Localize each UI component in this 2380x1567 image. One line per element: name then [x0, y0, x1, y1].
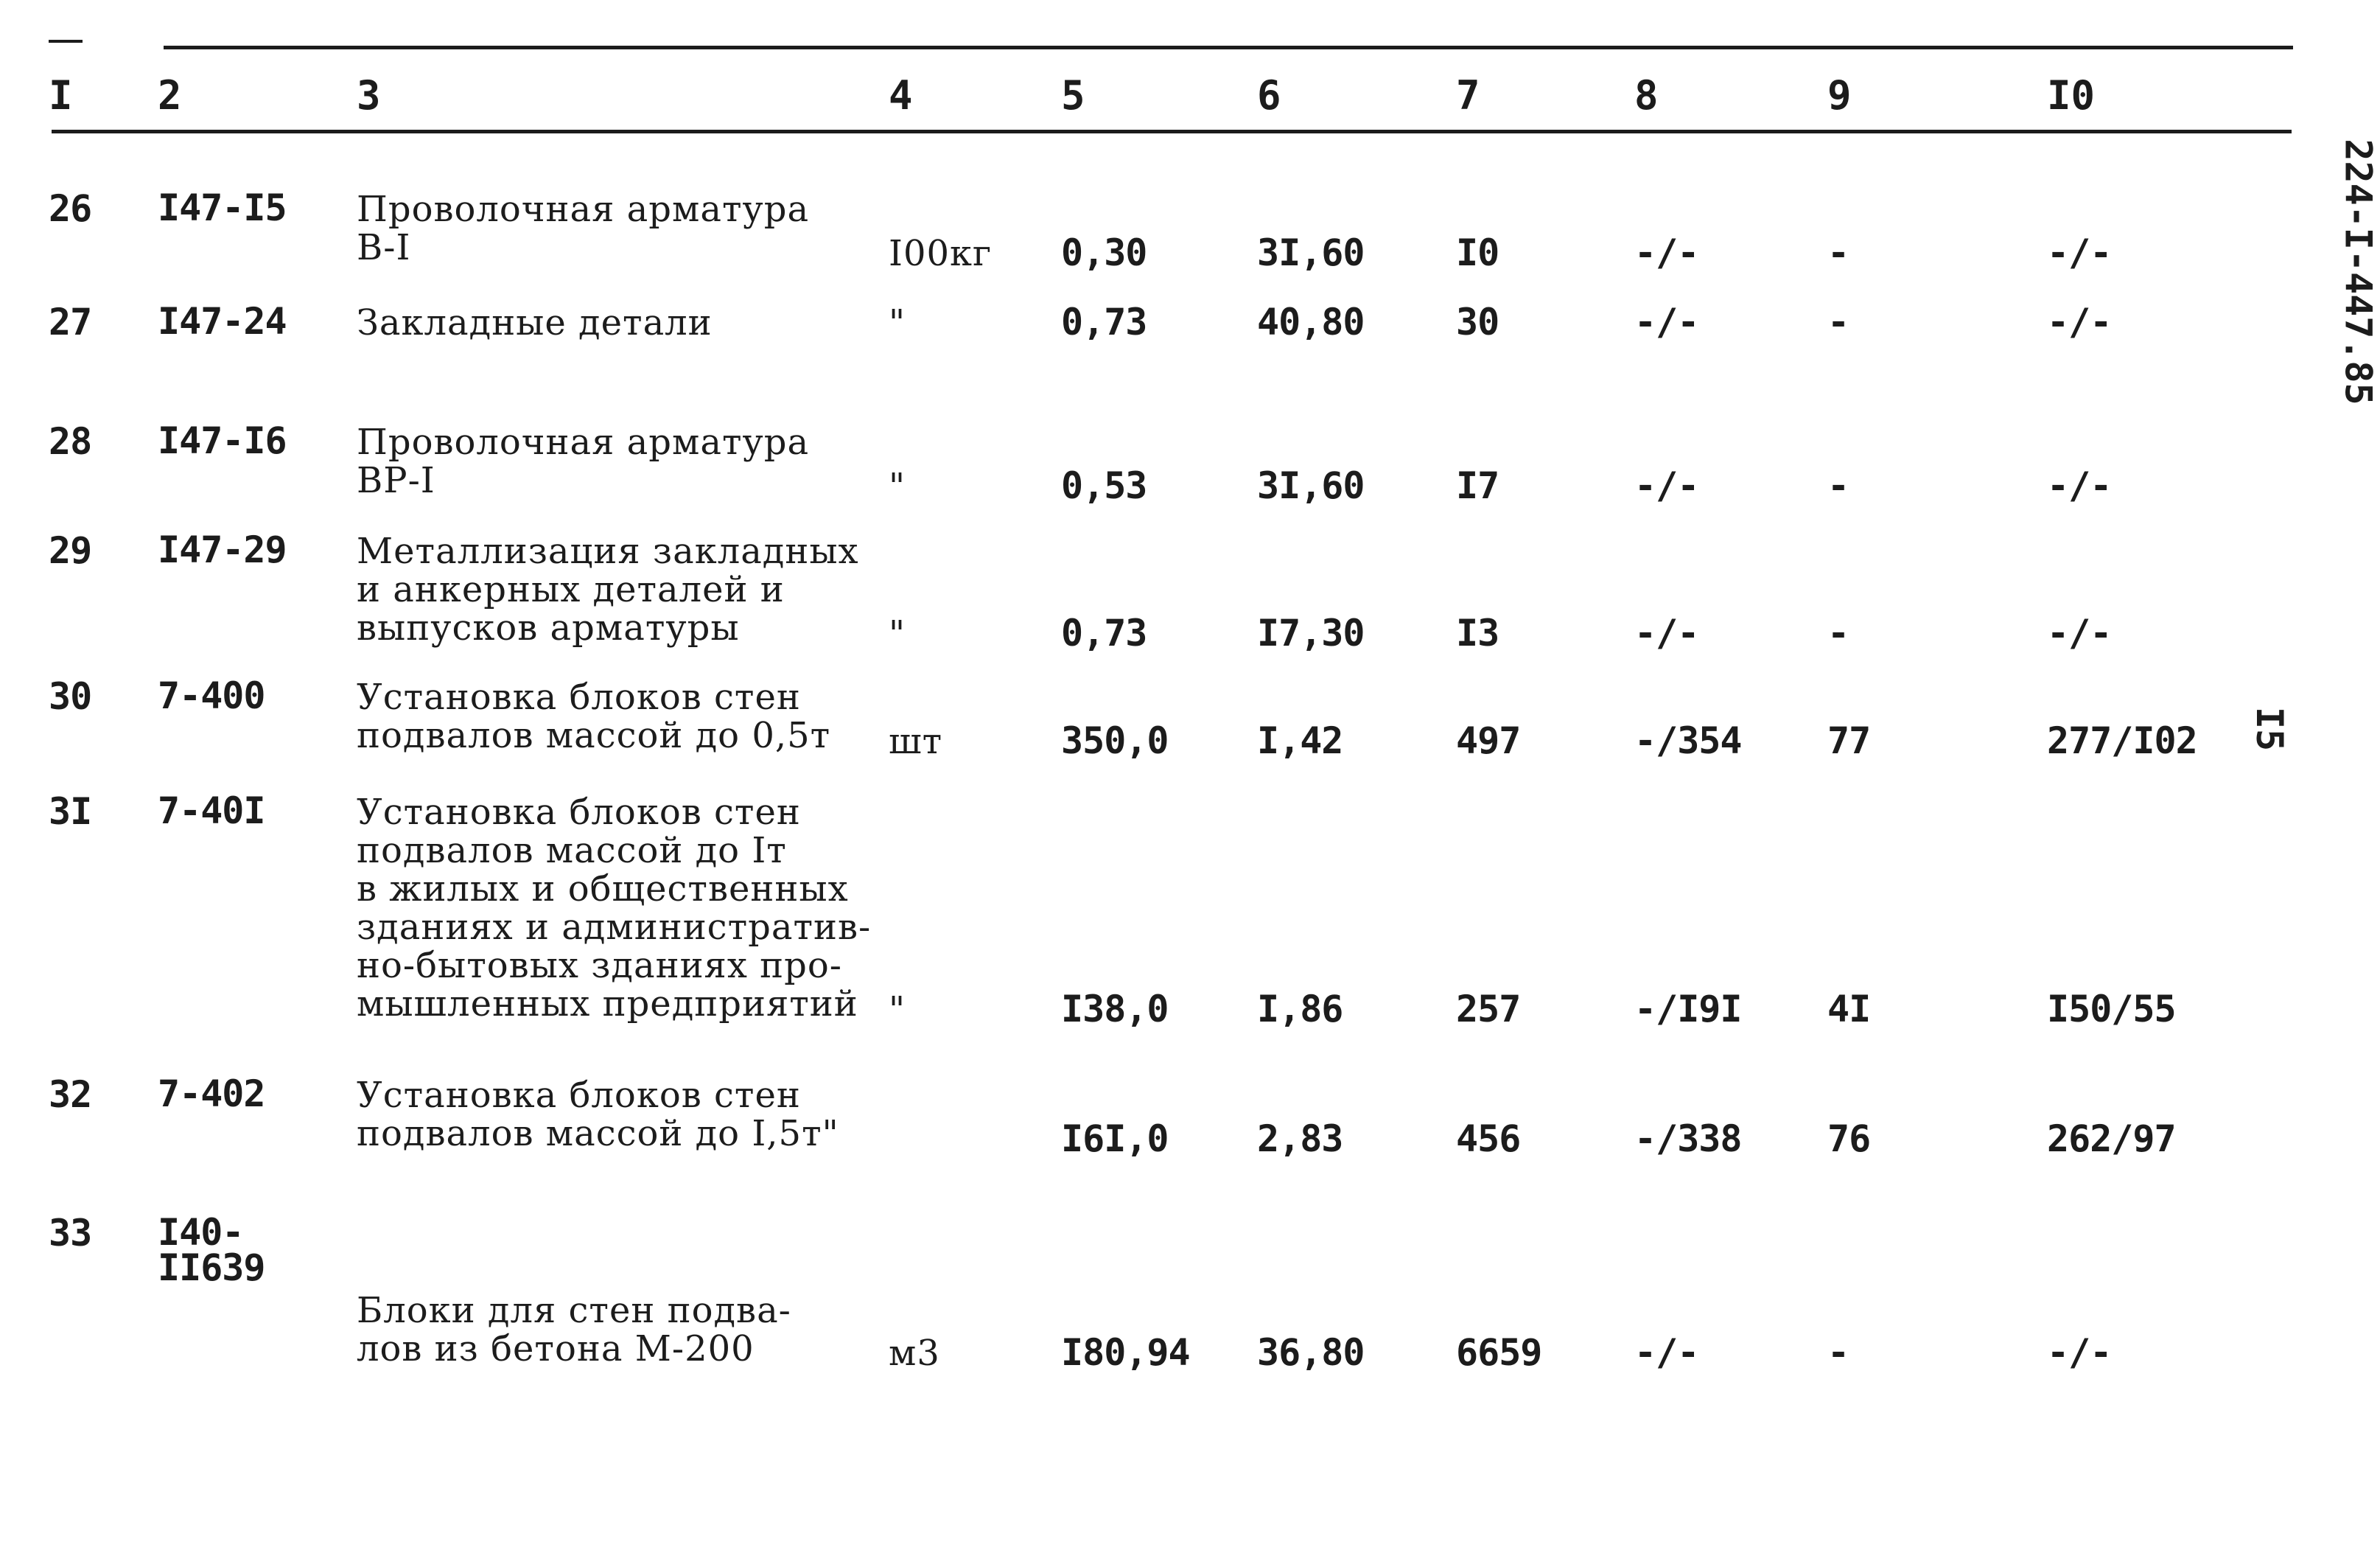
column-header: 6: [1257, 72, 1281, 119]
column-header: 9: [1827, 72, 1852, 119]
unit: ": [889, 466, 906, 507]
norm-code: 7-400: [158, 674, 265, 717]
row-number: 28: [49, 420, 92, 463]
work-description: и анкерных деталей и: [357, 569, 785, 610]
unit-price: 3I,60: [1257, 464, 1365, 507]
quantity: 0,73: [1061, 612, 1147, 655]
work-description: Проволочная арматура: [357, 422, 810, 463]
work-description: В-I: [357, 227, 411, 268]
work-description: в жилых и общественных: [357, 868, 849, 910]
row-number: 30: [49, 675, 92, 718]
column-header: 2: [158, 72, 182, 119]
work-description: Установка блоков стен: [357, 677, 801, 718]
total-cost: 456: [1456, 1117, 1521, 1160]
column-header: 7: [1456, 72, 1480, 119]
quantity: I80,94: [1061, 1331, 1190, 1374]
unit: м3: [889, 1333, 940, 1374]
row-number: 33: [49, 1212, 92, 1254]
norm-code: I47-I6: [158, 419, 287, 462]
norm-code: I47-24: [158, 300, 287, 343]
column-8-value: -/354: [1634, 719, 1742, 762]
column-9-value: -: [1827, 1331, 1849, 1374]
work-description: выпусков арматуры: [357, 607, 740, 649]
quantity: 350,0: [1061, 719, 1169, 762]
quantity: 0,53: [1061, 464, 1147, 507]
column-10-value: 277/I02: [2047, 719, 2197, 762]
column-10-value: -/-: [2047, 612, 2112, 655]
quantity: I38,0: [1061, 988, 1169, 1030]
norm-code: 7-402: [158, 1072, 265, 1115]
unit: I00кг: [889, 233, 993, 274]
total-cost: I7: [1456, 464, 1499, 507]
column-10-value: -/-: [2047, 301, 2112, 343]
work-description: подвалов массой до Iт: [357, 830, 787, 871]
unit-price: 2,83: [1257, 1117, 1343, 1160]
column-9-value: 4I: [1827, 988, 1871, 1030]
work-description: зданиях и административ-: [357, 907, 872, 948]
unit-price: 40,80: [1257, 301, 1365, 343]
unit-price: I,86: [1257, 988, 1343, 1030]
column-9-value: -: [1827, 612, 1849, 655]
work-description: Установка блоков стен: [357, 792, 801, 833]
norm-code: 7-40I: [158, 789, 265, 832]
work-description: Блоки для стен подва-: [357, 1290, 791, 1331]
unit-price: I7,30: [1257, 612, 1365, 655]
header-rule: [52, 130, 2292, 133]
column-8-value: -/-: [1634, 1331, 1699, 1374]
total-cost: I3: [1456, 612, 1499, 655]
norm-code: I47-I5: [158, 186, 287, 229]
total-cost: 6659: [1456, 1331, 1542, 1374]
column-10-value: 262/97: [2047, 1117, 2176, 1160]
column-header: 4: [889, 72, 913, 119]
column-9-value: -: [1827, 464, 1849, 507]
column-9-value: -: [1827, 231, 1849, 274]
column-8-value: -/-: [1634, 464, 1699, 507]
total-cost: I0: [1456, 231, 1499, 274]
unit: ": [889, 302, 906, 343]
column-10-value: -/-: [2047, 231, 2112, 274]
column-header: 3: [357, 72, 381, 119]
row-number: 3I: [49, 790, 92, 833]
work-description: подвалов массой до 0,5т: [357, 715, 831, 756]
unit-price: 36,80: [1257, 1331, 1365, 1374]
unit: ": [889, 989, 906, 1030]
top-rule-short: [49, 40, 83, 43]
work-description: Закладные детали: [357, 302, 713, 343]
work-description: подвалов массой до I,5т": [357, 1113, 839, 1154]
column-header: 8: [1634, 72, 1659, 119]
work-description: лов из бетона М-200: [357, 1328, 755, 1369]
column-8-value: -/I9I: [1634, 988, 1742, 1030]
work-description: но-бытовых зданиях про-: [357, 945, 842, 986]
row-number: 26: [49, 187, 92, 230]
work-description: Проволочная арматура: [357, 189, 810, 230]
total-cost: 257: [1456, 988, 1521, 1030]
norm-code: I47-29: [158, 528, 287, 571]
column-header: I0: [2047, 72, 2096, 119]
column-8-value: -/338: [1634, 1117, 1742, 1160]
column-header: I: [49, 72, 73, 119]
column-header: 5: [1061, 72, 1085, 119]
column-10-value: I50/55: [2047, 988, 2176, 1030]
total-cost: 497: [1456, 719, 1521, 762]
column-9-value: 77: [1827, 719, 1871, 762]
work-description: Установка блоков стен: [357, 1075, 801, 1116]
quantity: 0,73: [1061, 301, 1147, 343]
row-number: 29: [49, 529, 92, 572]
unit: шт: [889, 721, 943, 762]
row-number: 27: [49, 301, 92, 343]
row-number: 32: [49, 1073, 92, 1116]
column-8-value: -/-: [1634, 231, 1699, 274]
page-number: I5: [2248, 706, 2292, 752]
unit: ": [889, 613, 906, 655]
work-description: ВР-I: [357, 460, 435, 501]
unit-price: I,42: [1257, 719, 1343, 762]
document-code: 224-I-447.85: [2337, 139, 2380, 405]
column-9-value: -: [1827, 301, 1849, 343]
column-10-value: -/-: [2047, 464, 2112, 507]
norm-code: I40- II639: [158, 1211, 265, 1289]
total-cost: 30: [1456, 301, 1499, 343]
work-description: Металлизация закладных: [357, 531, 859, 572]
top-rule: [164, 46, 2293, 49]
quantity: 0,30: [1061, 231, 1147, 274]
column-9-value: 76: [1827, 1117, 1871, 1160]
work-description: мышленных предприятий: [357, 983, 858, 1025]
column-8-value: -/-: [1634, 612, 1699, 655]
column-10-value: -/-: [2047, 1331, 2112, 1374]
unit-price: 3I,60: [1257, 231, 1365, 274]
quantity: I6I,0: [1061, 1117, 1169, 1160]
column-8-value: -/-: [1634, 301, 1699, 343]
